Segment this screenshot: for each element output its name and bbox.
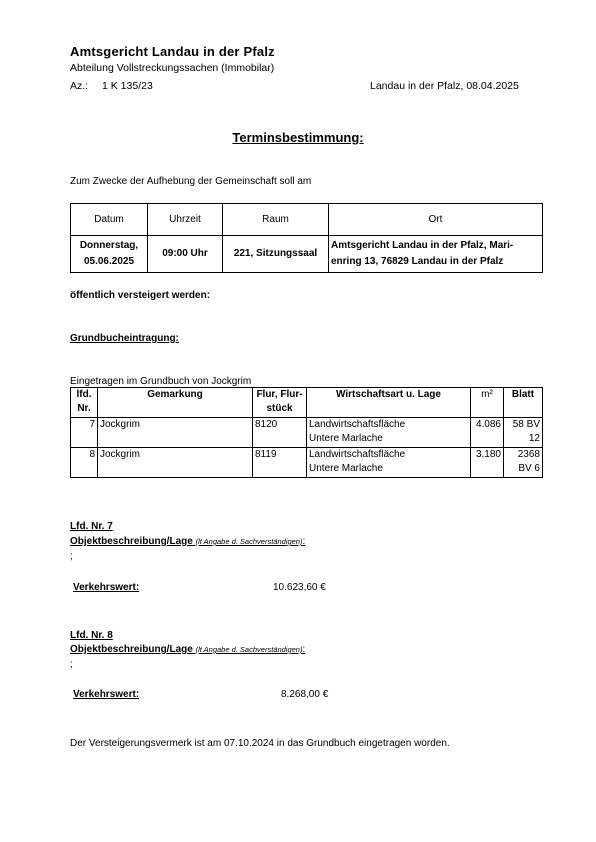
row-nr: 8 [71,448,98,478]
description-label: Objektbeschreibung/Lage [70,644,193,655]
header-lfd-line-2: Nr. [77,403,91,414]
table-row [71,448,543,478]
row-wirtschaftsart [307,418,471,448]
header-m2: m² [471,388,504,418]
court-name: Amtsgericht Landau in der Pfalz [70,44,275,59]
row-m2: 3.180 [471,448,504,478]
header-place: Ort [329,204,543,236]
object-7-description-label [70,536,305,547]
header-gemarkung: Gemarkung [98,388,253,418]
place-line-1: Amtsgericht Landau in der Pfalz, Mari- [331,240,514,251]
row-flur: 8119 [253,448,307,478]
object-7-market-value-label: Verkehrswert: [73,582,140,593]
header-wirtschaftsart: Wirtschaftsart u. Lage [307,388,471,418]
header-flur-line-1: Flur, Flur- [256,389,303,400]
object-7-market-value: 10.623,60 € [273,582,326,593]
row-gemarkung: Jockgrim [98,418,253,448]
registered-text: Eingetragen im Grundbuch von Jockgrim [70,376,252,387]
header-blatt: Blatt [504,388,543,418]
row-art-line-2: Untere Marlache [309,463,383,474]
row-wirtschaftsart [307,448,471,478]
auction-text: öffentlich versteigert werden: [70,290,211,301]
appointment-time: 09:00 Uhr [148,236,223,273]
land-register-table [70,387,543,478]
intro-text: Zum Zwecke der Aufhebung der Gemeinschaft soll am [70,176,312,187]
header-room: Raum [223,204,329,236]
object-8-market-value: 8.268,00 € [281,689,329,700]
date-line-1: Donnerstag, [79,240,139,251]
row-art-line-1: Landwirtschaftsfläche [309,419,406,430]
appointment-date [71,236,148,273]
object-8-description-value: ; [70,659,73,670]
table-header-row [71,204,543,236]
department: Abteilung Vollstreckungssachen (Immobilar) [70,62,275,74]
description-note: (lt Angabe d. Sachverständigen) [195,537,303,546]
header-date: Datum [71,204,148,236]
object-7-description-value: ; [70,551,73,562]
header-lfd-line-1: lfd. [76,389,92,400]
object-8-number: Lfd. Nr. 8 [70,630,113,641]
header-lfd [71,388,98,418]
footer-note: Der Versteigerungsvermerk ist am 07.10.2024 in das Grundbuch eingetragen worden. [70,738,450,749]
page-title: Terminsbestimmung: [232,130,364,145]
description-colon: : [302,644,306,655]
place-date: Landau in der Pfalz, 08.04.2025 [370,80,519,92]
case-number: 1 K 135/23 [102,80,153,92]
row-blatt-line-1: 2368 [517,449,540,460]
row-art-line-2: Untere Marlache [309,433,383,444]
case-number-label: Az.: [70,80,89,92]
object-8-market-value-label: Verkehrswert: [73,689,140,700]
table-header-row [71,388,543,418]
place-line-2: enring 13, 76829 Landau in der Pfalz [331,256,504,267]
table-row [71,236,543,273]
row-m2: 4.086 [471,418,504,448]
row-blatt [504,418,543,448]
row-gemarkung: Jockgrim [98,448,253,478]
header-time: Uhrzeit [148,204,223,236]
object-7-number: Lfd. Nr. 7 [70,521,113,532]
row-flur: 8120 [253,418,307,448]
appointment-table [70,203,543,273]
row-blatt-line-2: 12 [528,433,540,444]
row-art-line-1: Landwirtschaftsfläche [309,449,406,460]
table-row [71,418,543,448]
row-blatt-line-2: BV 6 [518,463,540,474]
appointment-place [329,236,543,273]
object-8-description-label [70,644,305,655]
row-nr: 7 [71,418,98,448]
row-blatt [504,448,543,478]
description-note: (lt Angabe d. Sachverständigen) [195,645,303,654]
header-flur-line-2: stück [266,403,293,414]
description-colon: : [302,536,306,547]
date-line-2: 05.06.2025 [83,256,135,267]
header-flur [253,388,307,418]
description-label: Objektbeschreibung/Lage [70,536,193,547]
appointment-room: 221, Sitzungssaal [223,236,329,273]
row-blatt-line-1: 58 BV [512,419,540,430]
land-register-heading: Grundbucheintragung: [70,333,179,344]
